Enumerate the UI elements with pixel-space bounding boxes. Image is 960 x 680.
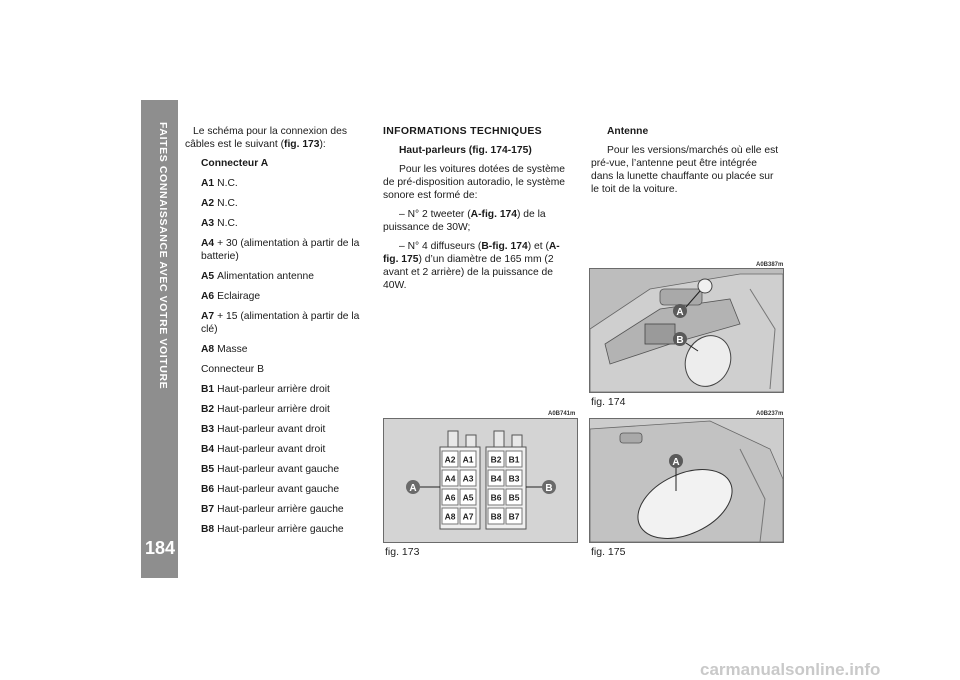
list-item [185, 290, 365, 303]
pin-label: A1 [462, 454, 474, 465]
pin-description: N.C. [217, 198, 238, 209]
antenna-paragraph: Pour les versions/marchés où elle est pré-vue, l’antenne peut être intégrée dans la lunette chauffante ou placée sur le toit de la voiture. [591, 145, 779, 195]
pin-code: A3 [201, 218, 215, 229]
pin-description: Eclairage [217, 291, 261, 302]
callout-a: A [409, 483, 417, 494]
pin-label: A4 [444, 473, 456, 484]
list-item [185, 503, 365, 516]
fig174-caption: fig. 174 [591, 396, 626, 408]
list-item [185, 483, 365, 496]
fig173-image [383, 418, 578, 543]
wiring-column [185, 125, 365, 543]
page-number: 184 [144, 538, 176, 558]
pin-description: Haut-parleur avant droit [217, 444, 326, 455]
list-item [185, 237, 365, 263]
diffuser-line: – N° 4 diffuseurs (B-fig. 174) et (A-fig. 175) d’un diamètre de 165 mm (2 avant et 2 arrière) de la puissance de 40W. [383, 241, 560, 291]
connector-b-title: Connecteur B [201, 364, 264, 375]
list-item [185, 177, 365, 190]
pin-code: B4 [201, 444, 215, 455]
pin-description: N.C. [217, 218, 238, 229]
antenna-column [591, 125, 781, 202]
pin-code: A2 [201, 198, 215, 209]
pin-code: B2 [201, 404, 215, 415]
connector-b-list [185, 383, 365, 536]
list-item [185, 217, 365, 230]
antenna-heading: Antenne [607, 126, 649, 137]
pin-label: A6 [444, 492, 456, 503]
pin-code: B7 [201, 504, 215, 515]
pin-code: A1 [201, 178, 215, 189]
pin-description: Haut-parleur avant droit [217, 424, 326, 435]
pin-label: A8 [444, 511, 456, 522]
callout-a: A [672, 457, 680, 468]
connector-a-title: Connecteur A [201, 158, 269, 169]
fig174-image [589, 268, 784, 393]
pin-description: + 30 (alimentation à partir de la batterie) [201, 238, 360, 262]
pin-code: A6 [201, 291, 215, 302]
pin-description: Haut-parleur avant gauche [217, 464, 340, 475]
pin-description: Masse [217, 344, 248, 355]
list-item [185, 443, 365, 456]
pin-label: B2 [490, 454, 502, 465]
pin-description: + 15 (alimentation à partir de la clé) [201, 311, 360, 335]
list-item [185, 383, 365, 396]
connector-a-list [185, 177, 365, 356]
fig173-caption: fig. 173 [385, 546, 420, 558]
list-item [185, 310, 365, 336]
pin-code: B5 [201, 464, 215, 475]
watermark: carmanualsonline.info [700, 660, 881, 679]
pin-description: Haut-parleur arrière gauche [217, 504, 344, 515]
pin-description: Alimentation antenne [217, 271, 314, 282]
pin-label: A7 [462, 511, 474, 522]
list-item [185, 423, 365, 436]
pin-code: B1 [201, 384, 215, 395]
section-heading: INFORMATIONS TECHNIQUES [383, 125, 542, 137]
door-speaker-illustration [590, 419, 783, 542]
pin-label: A2 [444, 454, 456, 465]
fig175-image [589, 418, 784, 543]
pin-label: B3 [508, 473, 520, 484]
pin-description: Haut-parleur avant gauche [217, 484, 340, 495]
tech-info-column [383, 125, 575, 298]
callout-b: B [676, 335, 684, 346]
fig175-caption: fig. 175 [591, 546, 626, 558]
speakers-heading: Haut-parleurs (fig. 174-175) [399, 145, 532, 156]
pin-description: Haut-parleur arrière droit [217, 384, 330, 395]
list-item [185, 523, 365, 536]
pin-label: B4 [490, 473, 502, 484]
tweeter-line: – N° 2 tweeter (A-fig. 174) de la puissance de 30W; [383, 209, 546, 233]
pin-description: N.C. [217, 178, 238, 189]
pin-code: A8 [201, 344, 215, 355]
pin-label: B7 [508, 511, 520, 522]
pin-code: A4 [201, 238, 215, 249]
connector-diagram [384, 419, 577, 542]
list-item [185, 463, 365, 476]
pin-code: B6 [201, 484, 215, 495]
list-item [185, 270, 365, 283]
section-title: FAITES CONNAISSANCE AVEC VOTRE VOITURE [157, 122, 169, 390]
pin-code: B8 [201, 524, 215, 535]
callout-b: B [545, 483, 553, 494]
door-panel-illustration [590, 269, 783, 392]
pin-description: Haut-parleur arrière droit [217, 404, 330, 415]
pin-label: B6 [490, 492, 502, 503]
pin-code: A5 [201, 271, 215, 282]
pin-label: B8 [490, 511, 502, 522]
pin-description: Haut-parleur arrière gauche [217, 524, 344, 535]
pin-label: B1 [508, 454, 520, 465]
list-item [185, 403, 365, 416]
fig175-code: A0B237m [756, 411, 784, 417]
pin-code: A7 [201, 311, 215, 322]
pin-label: A5 [462, 492, 474, 503]
fig174-code: A0B387m [756, 262, 784, 268]
list-item [185, 343, 365, 356]
intro-paragraph: Le schéma pour la connexion des câbles est le suivant (fig. 173): [185, 126, 347, 150]
speakers-paragraph: Pour les voitures dotées de système de pré-disposition autoradio, le système sonore est formé de: [383, 164, 566, 201]
pin-label: A3 [462, 473, 474, 484]
callout-a: A [676, 307, 684, 318]
pin-label: B5 [508, 492, 520, 503]
pin-code: B3 [201, 424, 215, 435]
list-item [185, 197, 365, 210]
fig173-code: A0B741m [548, 411, 576, 417]
